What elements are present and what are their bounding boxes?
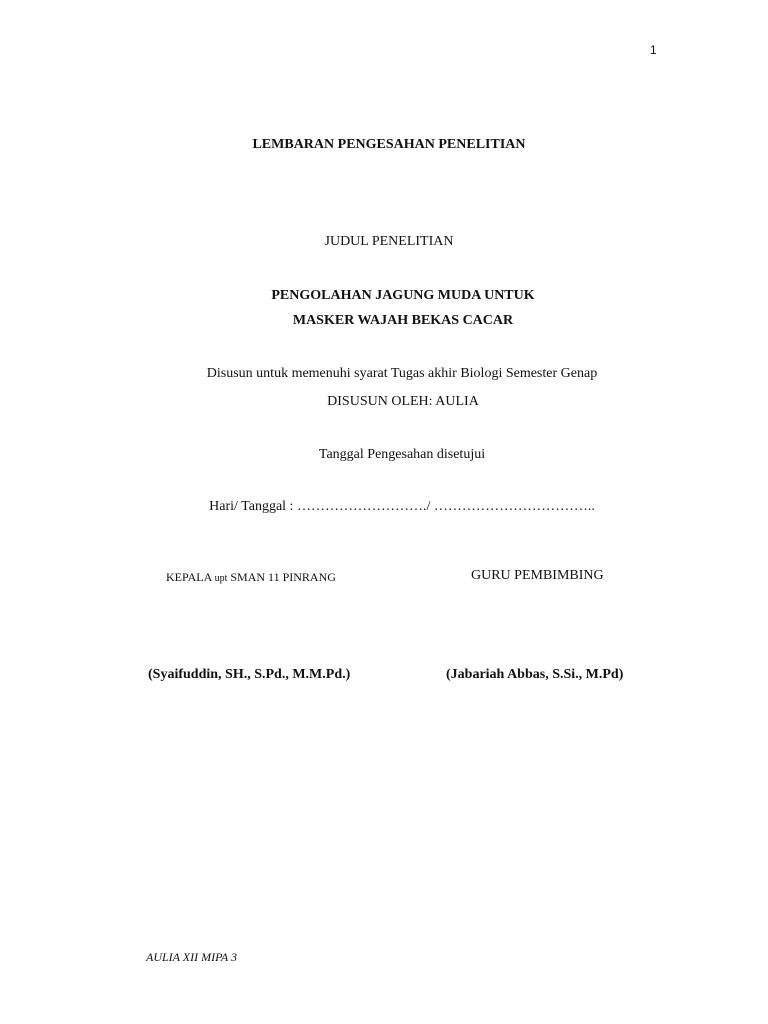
principal-label xyxy=(166,570,336,585)
principal-school: SMAN 11 PINRANG xyxy=(230,570,336,584)
approval-date-label: Tanggal Pengesahan disetujui xyxy=(318,447,486,462)
principal-signature-name: (Syaifuddin, SH., S.Pd., M.M.Pd.) xyxy=(148,667,351,682)
research-title-line-2: MASKER WAJAH BEKAS CACAR xyxy=(292,313,514,328)
supervisor-label: GURU PEMBIMBING xyxy=(471,568,604,583)
research-title-label: JUDUL PENELITIAN xyxy=(324,234,454,249)
page-footer: AULIA XII MIPA 3 xyxy=(146,950,237,964)
author-line: DISUSUN OLEH: AULIA xyxy=(327,394,479,409)
supervisor-signature-name: (Jabariah Abbas, S.Si., M.Pd) xyxy=(446,667,624,682)
principal-upt: upt xyxy=(214,573,228,584)
document-title: LEMBARAN PENGESAHAN PENELITIAN xyxy=(252,137,526,152)
page-number: 1 xyxy=(650,43,657,57)
day-date-line: Hari/ Tanggal : ………………………./ …………………………….. xyxy=(209,499,595,514)
research-title-line-1: PENGOLAHAN JAGUNG MUDA UNTUK xyxy=(271,288,535,303)
principal-prefix: KEPALA xyxy=(166,570,212,584)
purpose-statement: Disusun untuk memenuhi syarat Tugas akhir Biologi Semester Genap xyxy=(206,366,598,381)
